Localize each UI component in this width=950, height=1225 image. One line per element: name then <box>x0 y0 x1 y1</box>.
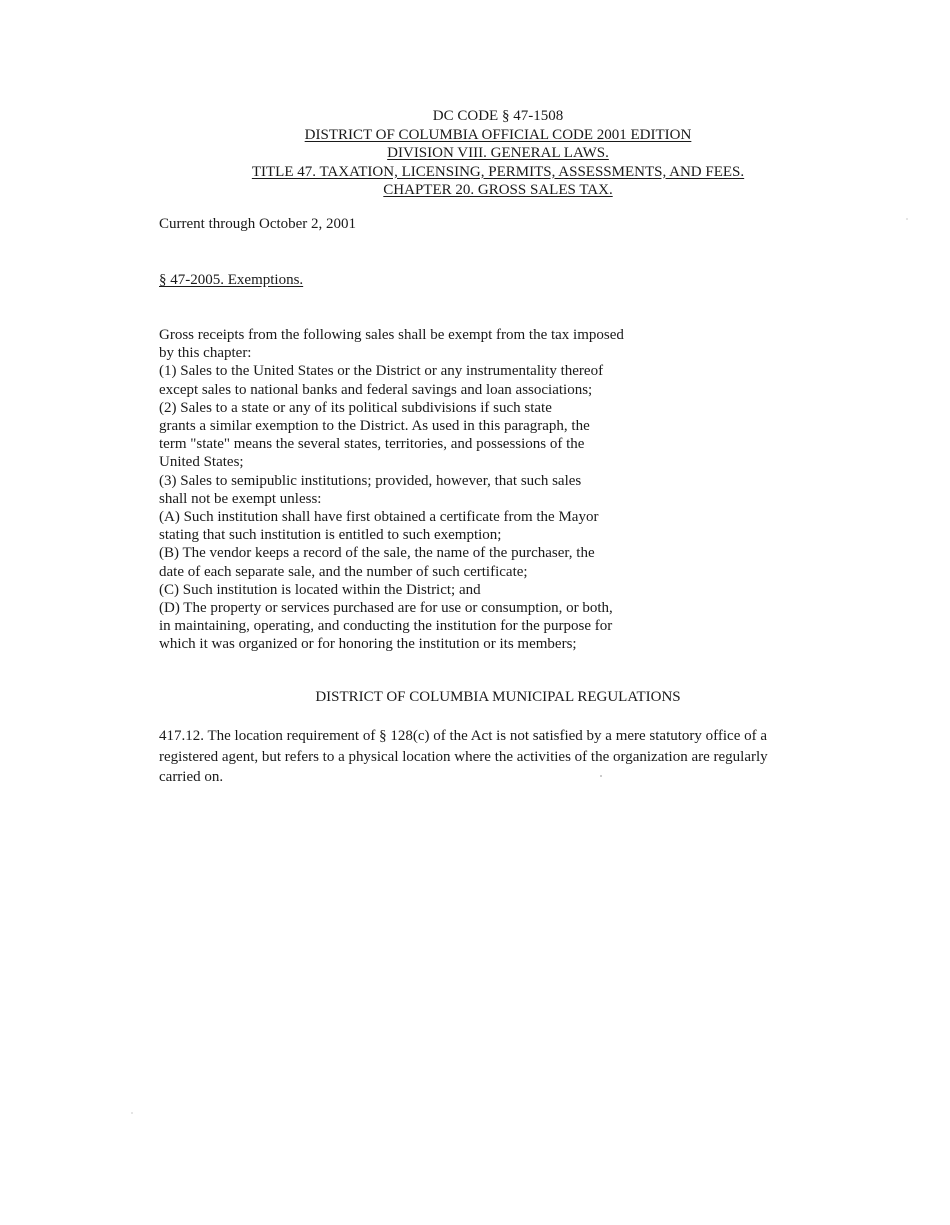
title-link[interactable]: TITLE 47. TAXATION, LICENSING, PERMITS, ASSESSMENTS, AND FEES. <box>251 163 745 180</box>
scan-speck <box>906 218 908 220</box>
current-through-note: Current through October 2, 2001 <box>159 216 357 232</box>
edition-link[interactable]: DISTRICT OF COLUMBIA OFFICIAL CODE 2001 EDITION <box>304 126 692 143</box>
body-line: (C) Such institution is located within the District; and <box>159 581 481 598</box>
scan-speck <box>131 1112 133 1114</box>
code-reference: DC CODE § 47-1508 <box>432 108 564 124</box>
body-line: which it was organized or for honoring the institution or its members; <box>159 636 577 653</box>
scan-speck <box>600 775 602 777</box>
body-line: stating that such institution is entitled to such exemption; <box>159 527 502 544</box>
body-line: (A) Such institution shall have first obtained a certificate from the Mayor <box>159 509 599 526</box>
document-header <box>0 107 950 200</box>
body-line: (2) Sales to a state or any of its political subdivisions if such state <box>159 399 552 416</box>
body-line: grants a similar exemption to the District. As used in this paragraph, the <box>159 418 590 435</box>
body-line: in maintaining, operating, and conducting the institution for the purpose for <box>159 618 613 635</box>
body-line: (3) Sales to semipublic institutions; provided, however, that such sales <box>159 472 582 489</box>
chapter-link[interactable]: CHAPTER 20. GROSS SALES TAX. <box>383 182 613 198</box>
regulations-heading: DISTRICT OF COLUMBIA MUNICIPAL REGULATIONS <box>315 689 681 705</box>
body-line: (B) The vendor keeps a record of the sale, the name of the purchaser, the <box>159 545 595 562</box>
section-heading-link[interactable]: § 47-2005. Exemptions. <box>159 272 304 288</box>
body-line: (D) The property or services purchased are for use or consumption, or both, <box>159 600 613 617</box>
body-line: date of each separate sale, and the number of such certificate; <box>159 563 528 580</box>
body-line: shall not be exempt unless: <box>159 490 322 507</box>
body-line: United States; <box>159 454 244 471</box>
body-line: term "state" means the several states, territories, and possessions of the <box>159 436 585 453</box>
division-link[interactable]: DIVISION VIII. GENERAL LAWS. <box>387 145 609 161</box>
body-line: except sales to national banks and federal savings and loan associations; <box>159 381 593 398</box>
body-line: (1) Sales to the United States or the District or any instrumentality thereof <box>159 363 604 380</box>
statute-body <box>159 326 679 654</box>
regulations-paragraph: 417.12. The location requirement of § 128(c) of the Act is not satisfied by a mere statutory office of a registered agent, but refers to a physical location where the activities of the organization are regularly carried on. <box>159 728 768 785</box>
body-line: Gross receipts from the following sales shall be exempt from the tax imposed <box>159 327 624 343</box>
body-line: by this chapter: <box>159 345 252 362</box>
